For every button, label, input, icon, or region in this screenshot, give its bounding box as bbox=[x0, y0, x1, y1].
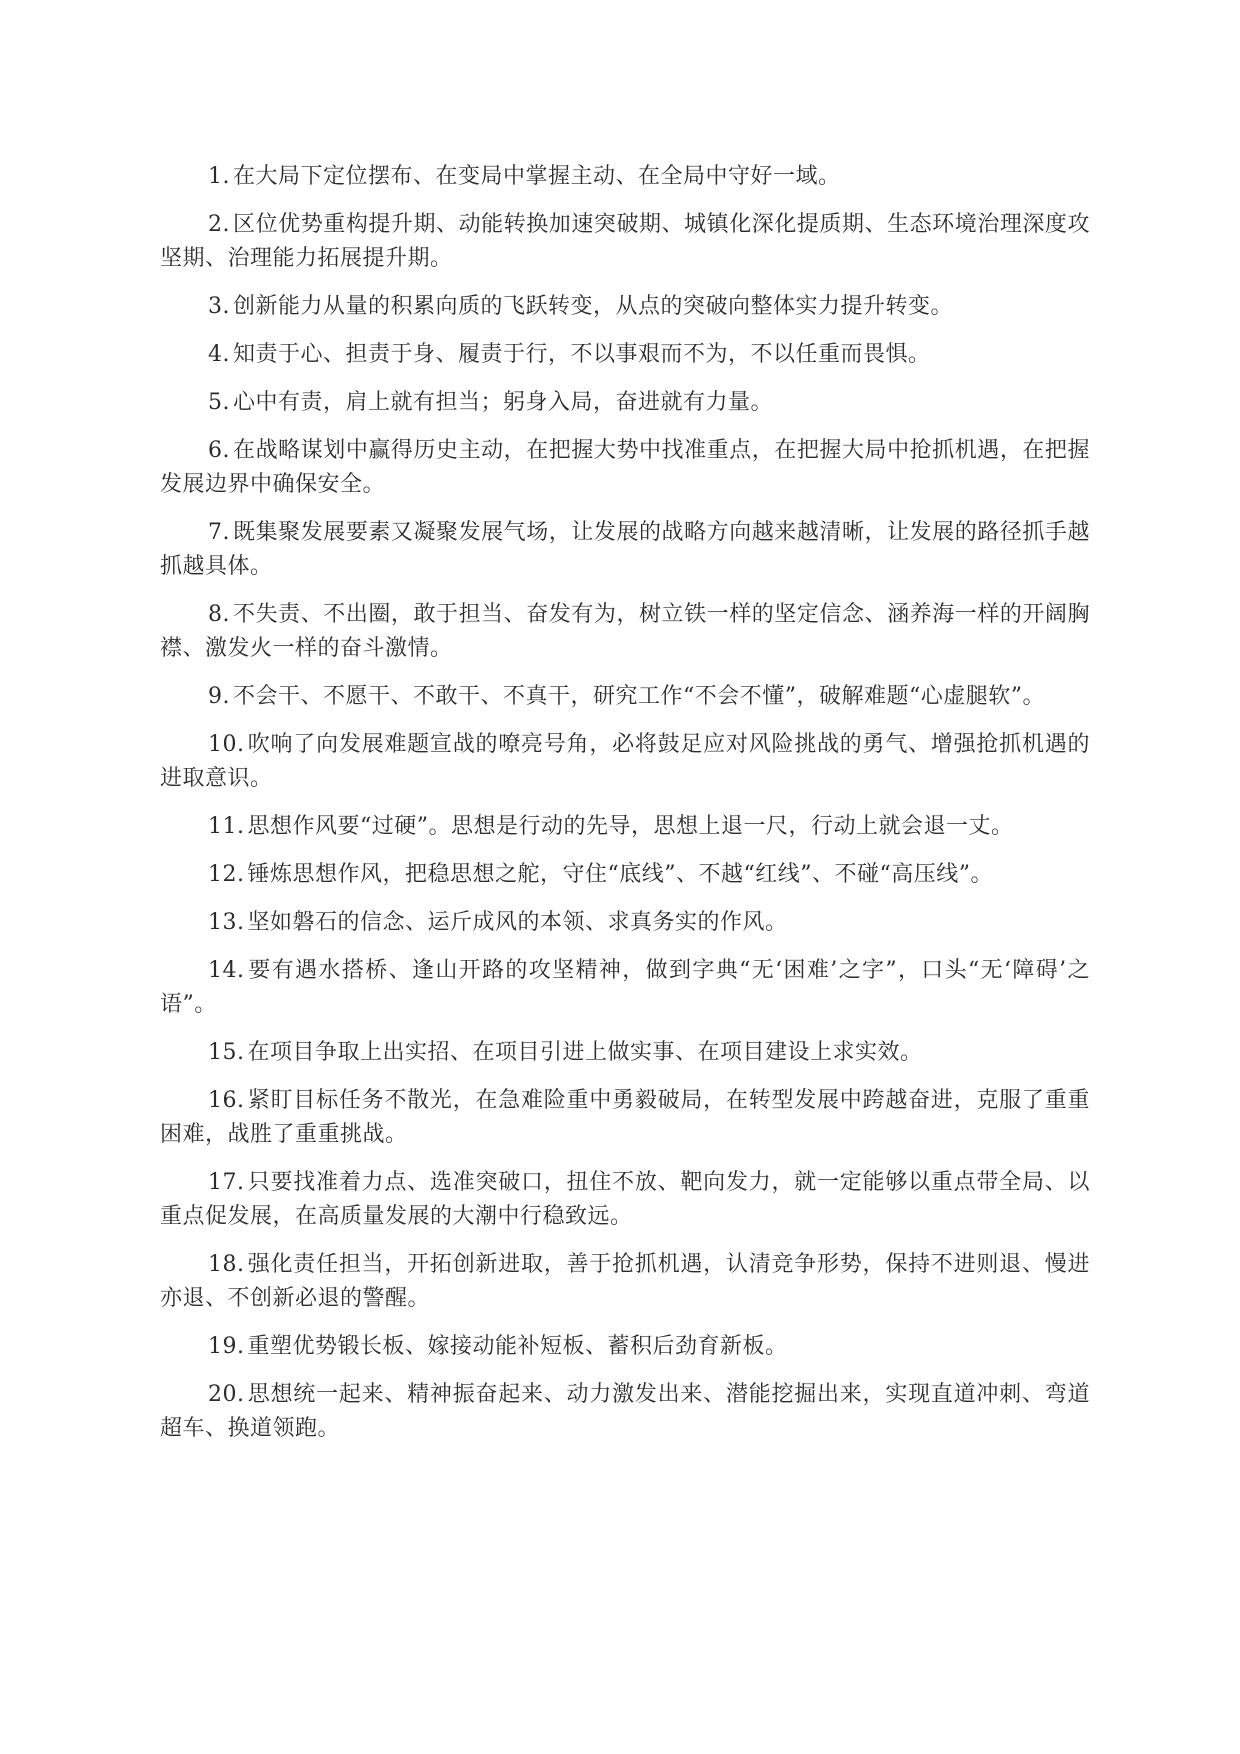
item-number: 10. bbox=[208, 732, 245, 757]
item-number: 6. bbox=[208, 438, 230, 463]
list-item bbox=[160, 1166, 1090, 1234]
list-item bbox=[160, 598, 1090, 666]
item-text: 坚如磐石的信念、运斤成风的本领、求真务实的作风。 bbox=[247, 910, 788, 935]
item-text: 思想作风要“过硬”。思想是行动的先导，思想上退一尺，行动上就会退一丈。 bbox=[247, 814, 1014, 839]
list-item bbox=[160, 680, 1090, 714]
document-page bbox=[160, 160, 1090, 1460]
item-number: 3. bbox=[208, 294, 230, 319]
item-number: 8. bbox=[208, 602, 230, 627]
item-text: 知责于心、担责于身、履责于行，不以事艰而不为，不以任重而畏惧。 bbox=[233, 342, 931, 367]
item-text: 不失责、不出圈，敢于担当、奋发有为，树立铁一样的坚定信念、涵养海一样的开阔胸襟、激发火一样的奋斗激情。 bbox=[160, 602, 1090, 661]
item-text: 在项目争取上出实招、在项目引进上做实事、在项目建设上求实效。 bbox=[247, 1040, 923, 1065]
item-number: 20. bbox=[208, 1382, 245, 1407]
item-number: 7. bbox=[208, 520, 230, 545]
item-number: 14. bbox=[208, 958, 245, 983]
item-number: 9. bbox=[208, 684, 230, 709]
list-item bbox=[160, 338, 1090, 372]
list-item bbox=[160, 434, 1090, 502]
list-item bbox=[160, 386, 1090, 420]
item-number: 16. bbox=[208, 1088, 245, 1113]
item-text: 在大局下定位摆布、在变局中掌握主动、在全局中守好一域。 bbox=[233, 164, 841, 189]
list-item bbox=[160, 290, 1090, 324]
item-text: 心中有责，肩上就有担当；躬身入局，奋进就有力量。 bbox=[233, 390, 774, 415]
list-item bbox=[160, 1378, 1090, 1446]
list-item bbox=[160, 1084, 1090, 1152]
list-item bbox=[160, 1036, 1090, 1070]
item-text: 重塑优势锻长板、嫁接动能补短板、蓄积后劲育新板。 bbox=[247, 1334, 788, 1359]
list-item bbox=[160, 516, 1090, 584]
item-text: 区位优势重构提升期、动能转换加速突破期、城镇化深化提质期、生态环境治理深度攻坚期、治理能力拓展提升期。 bbox=[160, 212, 1090, 271]
item-text: 只要找准着力点、选准突破口，扭住不放、靶向发力，就一定能够以重点带全局、以重点促发展，在高质量发展的大潮中行稳致远。 bbox=[160, 1170, 1090, 1229]
list-item bbox=[160, 208, 1090, 276]
item-text: 强化责任担当，开拓创新进取，善于抢抓机遇，认清竞争形势，保持不进则退、慢进亦退、不创新必退的警醒。 bbox=[160, 1252, 1090, 1311]
list-item bbox=[160, 160, 1090, 194]
item-number: 17. bbox=[208, 1170, 245, 1195]
item-number: 15. bbox=[208, 1040, 245, 1065]
item-number: 11. bbox=[208, 814, 245, 839]
item-text: 不会干、不愿干、不敢干、不真干，研究工作“不会不懂”，破解难题“心虚腿软”。 bbox=[233, 684, 1045, 709]
item-text: 要有遇水搭桥、逢山开路的攻坚精神，做到字典“无‘困难’之字”，口头“无‘障碍’之语”。 bbox=[160, 958, 1090, 1017]
list-item bbox=[160, 954, 1090, 1022]
item-text: 紧盯目标任务不散光，在急难险重中勇毅破局，在转型发展中跨越奋进，克服了重重困难，战胜了重重挑战。 bbox=[160, 1088, 1090, 1147]
item-number: 13. bbox=[208, 910, 245, 935]
list-item bbox=[160, 1248, 1090, 1316]
item-number: 2. bbox=[208, 212, 230, 237]
item-text: 吹响了向发展难题宣战的嘹亮号角，必将鼓足应对风险挑战的勇气、增强抢抓机遇的进取意识。 bbox=[160, 732, 1090, 791]
item-number: 18. bbox=[208, 1252, 245, 1277]
item-text: 既集聚发展要素又凝聚发展气场，让发展的战略方向越来越清晰，让发展的路径抓手越抓越具体。 bbox=[160, 520, 1090, 579]
list-item bbox=[160, 858, 1090, 892]
item-number: 1. bbox=[208, 164, 230, 189]
item-text: 创新能力从量的积累向质的飞跃转变，从点的突破向整体实力提升转变。 bbox=[233, 294, 954, 319]
list-item bbox=[160, 1330, 1090, 1364]
item-text: 在战略谋划中赢得历史主动，在把握大势中找准重点，在把握大局中抢抓机遇，在把握发展边界中确保安全。 bbox=[160, 438, 1090, 497]
item-number: 5. bbox=[208, 390, 230, 415]
item-number: 4. bbox=[208, 342, 230, 367]
item-text: 思想统一起来、精神振奋起来、动力激发出来、潜能挖掘出来，实现直道冲刺、弯道超车、换道领跑。 bbox=[160, 1382, 1090, 1441]
list-item bbox=[160, 810, 1090, 844]
item-text: 锤炼思想作风，把稳思想之舵，守住“底线”、不越“红线”、不碰“高压线”。 bbox=[247, 862, 993, 887]
item-number: 12. bbox=[208, 862, 245, 887]
item-number: 19. bbox=[208, 1334, 245, 1359]
list-item bbox=[160, 728, 1090, 796]
list-item bbox=[160, 906, 1090, 940]
